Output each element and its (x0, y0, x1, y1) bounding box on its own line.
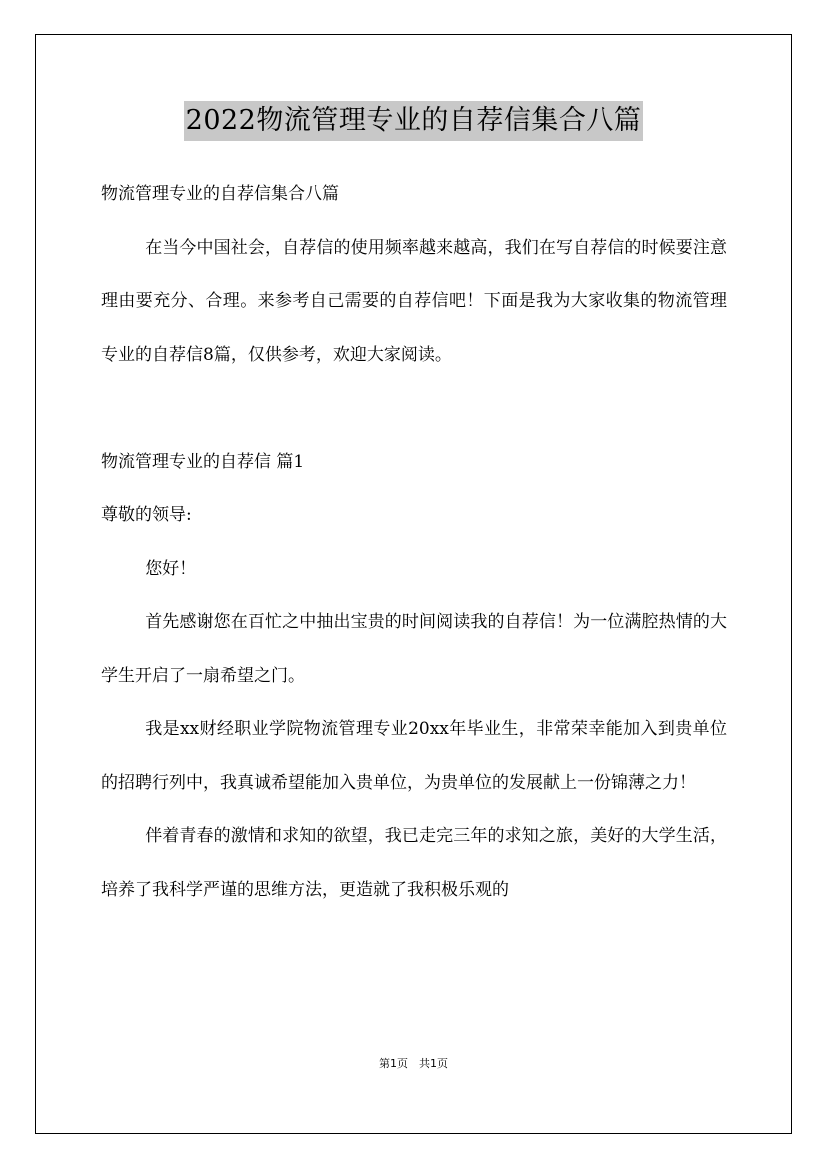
section-heading: 物流管理专业的自荐信 篇1 (101, 451, 305, 472)
document-subtitle: 物流管理专业的自荐信集合八篇 (101, 184, 339, 204)
document-title: 2022物流管理专业的自荐信集合八篇 (184, 101, 644, 141)
page-footer: 第1页 共1页 (379, 1057, 448, 1070)
intro-paragraph: 在当今中国社会，自荐信的使用频率越来越高，我们在写自荐信的时候要注意理由要充分、合理。来参考自己需要的自荐信吧！下面是我为大家收集的物流管理专业的自荐信8篇，仅供参考，欢迎大家阅读。 (101, 237, 727, 365)
paragraph-spacer (101, 382, 727, 436)
body-paragraph: 伴着青春的激情和求知的欲望，我已走完三年的求知之旅，美好的大学生活，培养了我科学严谨的思维方法，更造就了我积极乐观的 (101, 826, 727, 900)
salutation: 尊敬的领导: (101, 505, 192, 525)
greeting: 您好！ (145, 558, 197, 579)
body-paragraph: 首先感谢您在百忙之中抽出宝贵的时间阅读我的自荐信！为一位满腔热情的大学生开启了一扇希望之门。 (101, 612, 727, 686)
document-body (101, 168, 727, 917)
title-container (0, 101, 827, 141)
body-paragraph: 我是xx财经职业学院物流管理专业20xx年毕业生，非常荣幸能加入到贵单位的招聘行列中，我真诚希望能加入贵单位，为贵单位的发展献上一份锦薄之力！ (101, 719, 727, 793)
